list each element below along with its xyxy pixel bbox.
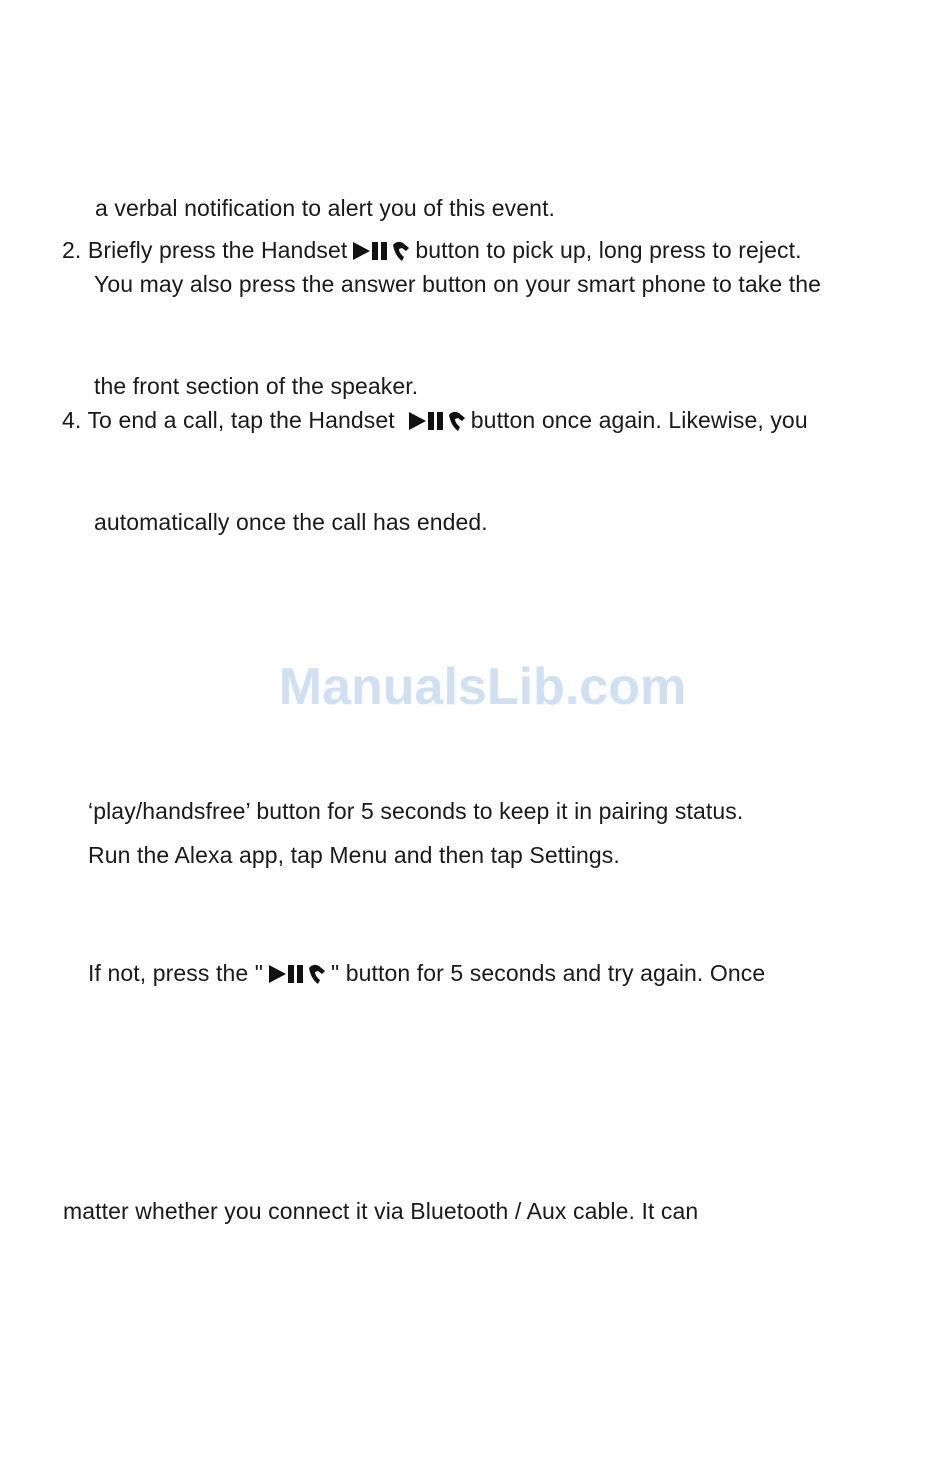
line-text: automatically once the call has ended. [94,509,488,535]
line-text-before: If not, press the " [88,960,263,986]
line-text: a verbal notification to alert you of this event. [95,195,556,221]
step-2-line [62,235,802,265]
line-text-after: " button for 5 seconds and try again. Once [330,960,766,986]
line-text: Run the Alexa app, tap Menu and then tap Settings. [88,842,620,868]
line-text: You may also press the answer button on your smart phone to take the [94,271,822,297]
line-text-before: 2. Briefly press the Handset [62,237,348,263]
line-text: the front section of the speaker. [94,373,419,399]
text-line-bluetooth [63,1196,698,1226]
line-text: matter whether you connect it via Bluetooth / Aux cable. It can [63,1198,699,1224]
text-line-notification [95,193,555,223]
line-text-before: 4. To end a call, tap the Handset [62,407,395,433]
play-pause-phone-icon [409,410,465,432]
text-line-front-section [94,371,418,401]
step-4-line [62,405,808,435]
play-pause-phone-icon [269,963,325,985]
line-text-after: button once again. Likewise, you [470,407,808,433]
text-line-if-not [88,958,765,988]
line-text: ‘play/handsfree’ button for 5 seconds to keep it in pairing status. [88,798,744,824]
watermark: ManualsLib.com [278,658,687,716]
text-line-answer [94,269,821,299]
text-line-pairing [88,796,743,826]
play-pause-phone-icon [353,240,409,262]
text-line-call-ended [94,507,488,537]
text-line-alexa-app [88,840,620,870]
line-text-after: button to pick up, long press to reject. [415,237,802,263]
